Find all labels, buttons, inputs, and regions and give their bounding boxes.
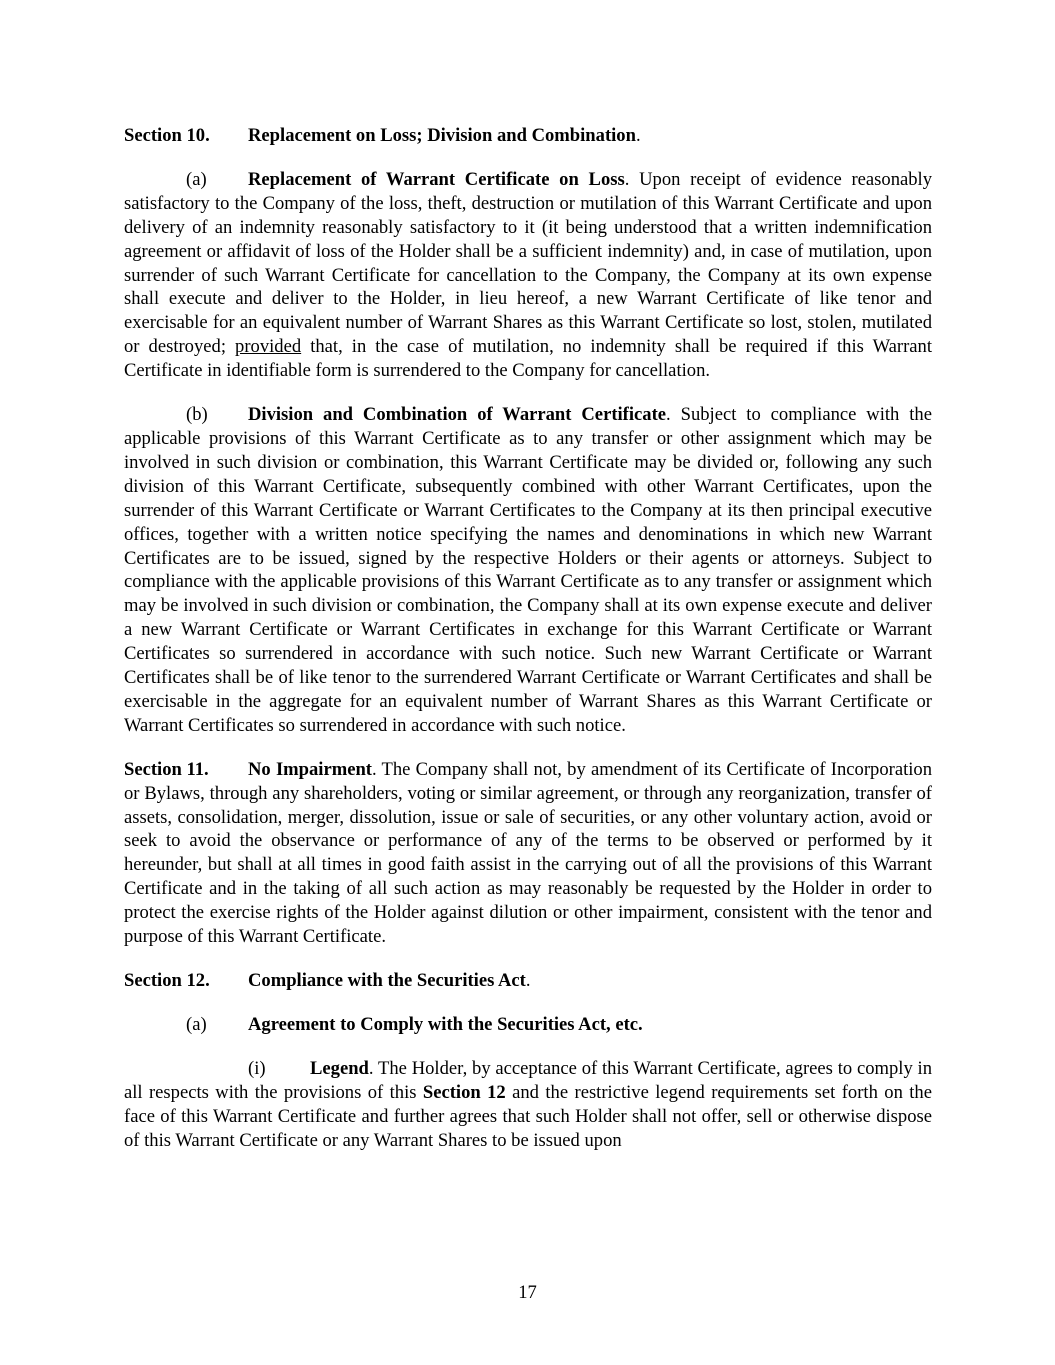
section-12-i-title: Legend xyxy=(310,1057,369,1079)
section-10-a-text-1: . Upon receipt of evidence reasonably satisfactory to the Company of the loss, theft, destruction or mutilation of this Warrant Certificate and upon delivery of an indemnity reasonably satisfactory to it (it being understood that a written indemnification agreement or affidavit of loss of the Holder shall be a sufficient indemnity) and, in case of mutilation, upon surrender of such Warrant Certificate for cancellation to the Company, the Company at its own expense shall execute and deliver to the Holder, in lieu hereof, a new Warrant Certificate of like tenor and exercisable for an equivalent number of Warrant Shares as this Warrant Certificate so lost, stolen, mutilated or destroyed; xyxy=(124,168,933,358)
section-10-title-end: . xyxy=(635,125,641,146)
section-11-title: No Impairment xyxy=(248,758,372,780)
section-12-i-text-2: and the restrictive legend requirements set forth on the face of this Warrant Certificate and further agrees that such Holder shall not offer, sell or otherwise dispose of this Warrant Certificate or any Warrant Shares to be issued upon xyxy=(124,1081,932,1151)
section-12-a-heading xyxy=(124,1013,932,1037)
section-12-reference: Section 12 xyxy=(422,1081,506,1103)
section-10-a-paragraph xyxy=(124,168,932,383)
section-12-a-title: Agreement to Comply with the Securities Act, etc. xyxy=(248,1013,643,1035)
section-11-paragraph xyxy=(124,758,932,949)
section-10-number: Section 10. xyxy=(124,125,210,146)
section-11-text: . The Company shall not, by amendment of its Certificate of Incorporation or Bylaws, through any shareholders, voting or similar agreement, or through any reorganization, transfer of assets, consolidation, merger, dissolution, issue or sale of securities, or any other voluntary action, avoid or seek to avoid the observance or performance of any of the terms to be observed or performed by it hereunder, but shall at all times in good faith assist in the carrying out of all the provisions of this Warrant Certificate and in the taking of all such action as may reasonably be requested by the Holder in order to protect the exercise rights of the Holder against dilution or other impairment, consistent with the tenor and purpose of this Warrant Certificate. xyxy=(124,758,932,948)
section-12-title-end: . xyxy=(525,970,531,991)
section-10-b-title: Division and Combination of Warrant Certificate xyxy=(248,404,667,426)
section-12-i-label: (i) xyxy=(248,1057,266,1079)
section-12-i-paragraph xyxy=(124,1057,932,1153)
provided-term: provided xyxy=(235,336,302,358)
section-12-a-label: (a) xyxy=(186,1013,207,1035)
section-10-heading xyxy=(124,124,932,148)
section-12-heading xyxy=(124,969,932,993)
section-11-number: Section 11. xyxy=(124,758,209,780)
section-12-number: Section 12. xyxy=(124,970,210,991)
section-10-a-text-2: that, in the case of mutilation, no indemnity shall be required if this Warrant Certificate in identifiable form is surrendered to the Company for cancellation. xyxy=(124,336,932,382)
page-number: 17 xyxy=(518,1282,537,1303)
section-10-b-text: . Subject to compliance with the applicable provisions of this Warrant Certificate as to any transfer or other assignment which may be involved in such division or combination, this Warrant Certificate may be divided or, following any such division of this Warrant Certificate, subsequently combined with other Warrant Certificates, upon the surrender of this Warrant Certificate or Warrant Certificates to the Company at its then principal executive offices, together with a written notice specifying the names and denominations in which new Warrant Certificates are to be issued, signed by the respective Holders or their agents or attorneys. Subject to compliance with the applicable provisions of this Warrant Certificate as to any transfer or assignment which may be involved in such division or combination, the Company shall at its own expense execute and deliver a new Warrant Certificate or Warrant Certificates in exchange for this Warrant Certificate or Warrant Certificates so surrendered in accordance with such notice. Such new Warrant Certificate or Warrant Certificates shall be of like tenor to the surrendered Warrant Certificate or Warrant Certificates and shall be exercisable in the aggregate for an equivalent number of Warrant Shares as this Warrant Certificate or Warrant Certificates so surrendered in accordance with such notice. xyxy=(124,404,932,736)
section-10-b-label: (b) xyxy=(186,404,208,426)
section-12-i-text-1: . The Holder, by acceptance of this Warrant Certificate, agrees to comply in all respects with the provisions of this xyxy=(124,1057,932,1103)
document-page xyxy=(124,124,932,1152)
section-10-b-paragraph xyxy=(124,403,932,738)
section-12-title: Compliance with the Securities Act xyxy=(248,970,526,991)
section-10-a-title: Replacement of Warrant Certificate on Loss xyxy=(248,168,625,190)
section-10-a-label: (a) xyxy=(186,168,207,190)
section-10-title: Replacement on Loss; Division and Combination xyxy=(248,125,636,146)
